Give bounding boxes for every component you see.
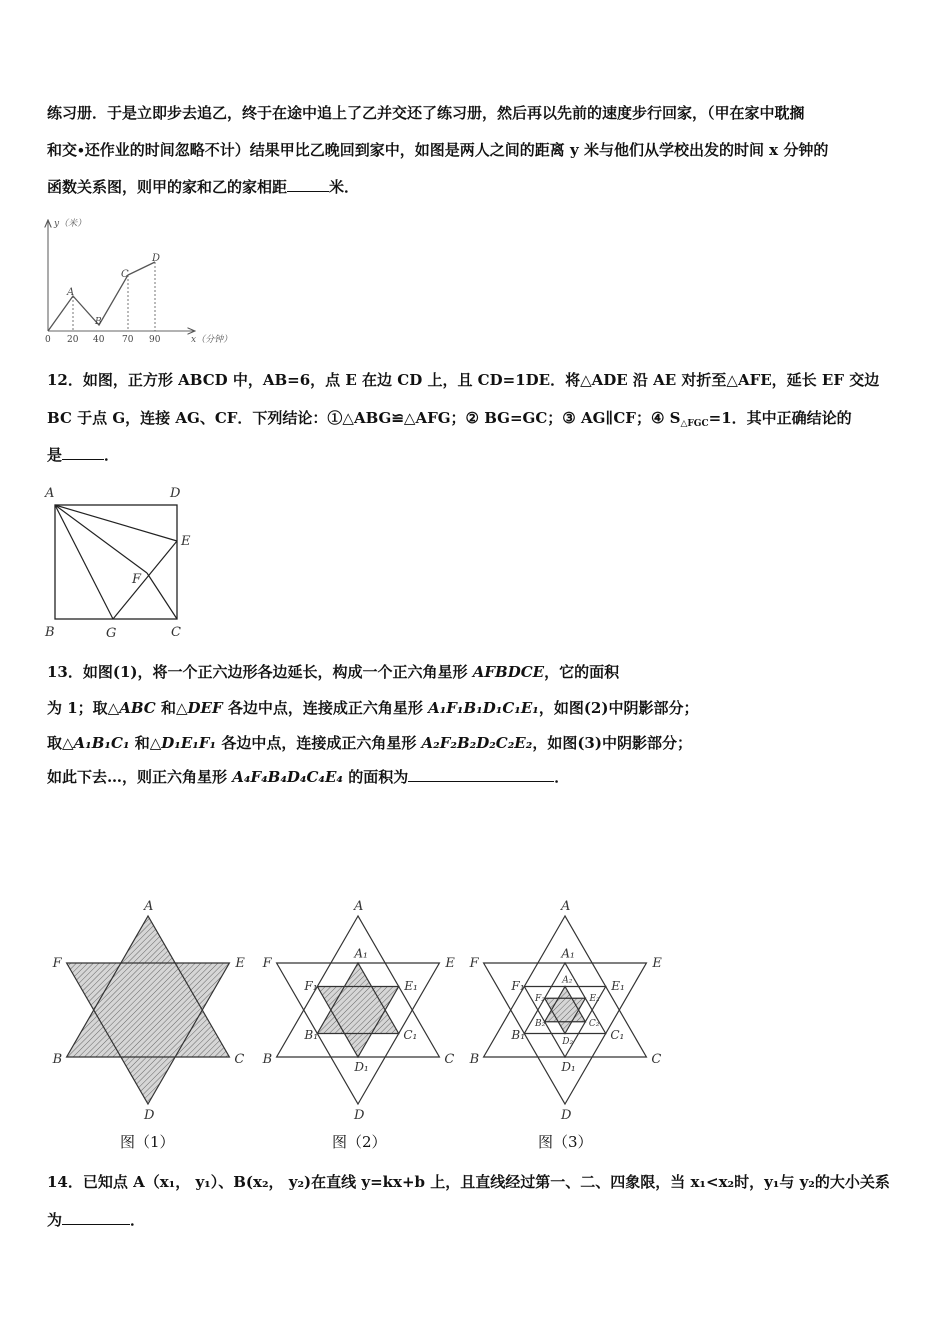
q13-line-2-c: 和△ <box>155 699 188 717</box>
fig1-label-c: C <box>234 1052 245 1067</box>
fig3-outer-label-f: F <box>469 956 479 971</box>
q11-x-tick-90: 90 <box>149 335 161 345</box>
q13-line-3-a: 取△ <box>47 734 74 752</box>
q12-label-d: D <box>170 486 181 501</box>
q13-star-2: A₂F₂B₂D₂C₂E₂ <box>421 734 533 752</box>
fig2-inner-label-f: F₁ <box>304 979 318 994</box>
q12-square <box>55 505 177 619</box>
q11-point-a: A <box>67 287 75 298</box>
q12-line-2-end: =1．其中正确结论的 <box>708 409 852 427</box>
q13-line-1-end: ，它的面积 <box>544 663 620 681</box>
q13-star-1: A₁F₁B₁D₁C₁E₁ <box>428 699 539 717</box>
q13-star-name: AFBDCE <box>472 663 545 681</box>
fig3-mid-label-b: B₁ <box>511 1028 526 1043</box>
fig2-outer-label-a: A <box>354 899 364 914</box>
q13-caption-1: 图（1） <box>120 1133 175 1151</box>
q13-line-1 <box>47 662 619 682</box>
fig1-label-a: A <box>144 899 154 914</box>
q12-line-1: 12．如图，正方形 ABCD 中，AB=6，点 E 在边 CD 上，且 CD=1DE．将△ADE 沿 AE 对折至△AFE，延长 EF 交边 <box>47 371 880 389</box>
q11-line-3 <box>47 177 359 197</box>
q13-star-figure-2 <box>258 899 458 1123</box>
q11-point-c: C <box>121 269 129 280</box>
q11-x-tick-20: 20 <box>67 335 79 345</box>
q12-line-3-text: 是 <box>47 446 63 464</box>
fig2-inner-label-a: A₁ <box>354 946 368 961</box>
q12-line-3 <box>47 445 119 465</box>
q11-line-1: 练习册．于是立即步去追乙，终于在途中追上了乙并交还了练习册，然后再以先前的速度步行回家，（甲在家中耽搁 <box>47 104 805 122</box>
q11-point-d: D <box>152 253 161 264</box>
fig2-outer-label-b: B <box>262 1052 273 1067</box>
q12-line-2 <box>47 408 852 434</box>
q12-label-f: F <box>132 572 142 587</box>
q13-line-2-f: ，如图(2)中阴影部分； <box>538 699 699 717</box>
q12-label-a: A <box>45 486 55 501</box>
q12-line-3-end: ． <box>104 446 120 464</box>
q12-label-e: E <box>181 534 191 549</box>
q13-line-4-a: 如此下去…，则正六角星形 <box>47 768 233 786</box>
fig3-outer-label-b: B <box>469 1052 480 1067</box>
q13-line-4-b: 的面积为 <box>343 768 409 786</box>
fig3-mid-label-d: D₁ <box>561 1059 576 1074</box>
fig2-outer-label-d: D <box>354 1108 365 1123</box>
q13-line-3-c: 各边中点，连接成正六角星形 <box>216 734 422 752</box>
q11-x-axis-label: x（分钟） <box>191 335 233 345</box>
q11-line-3-end: 米． <box>329 178 360 196</box>
q13-line-2-e: 各边中点，连接成正六角星形 <box>222 699 429 717</box>
fig1-label-d: D <box>144 1108 155 1123</box>
fig2-inner-label-e: E₁ <box>404 979 418 994</box>
q13-tri-abc: ABC <box>119 699 156 717</box>
q13-line-4 <box>47 767 569 787</box>
q12-line-2-text: BC 于点 G，连接 AG、CF．下列结论：①△ABG≌△AFG；② BG=GC；③ AG∥CF；④ S <box>47 409 681 427</box>
q11-line-2: 和交∙还作业的时间忽略不计）结果甲比乙晚回到家中，如图是两人之间的距离 y 米与他们从学校出发的时间 x 分钟的 <box>47 141 829 159</box>
q12-seg-eg <box>113 541 177 619</box>
fig1-shaded-star <box>67 916 230 1104</box>
fig3-outer-label-a: A <box>561 899 571 914</box>
q11-point-b: B <box>95 317 102 327</box>
q12-seg-ae <box>55 505 177 541</box>
q11-x-tick-40: 40 <box>93 335 105 345</box>
q13-caption-3: 图（3） <box>538 1133 593 1151</box>
q13-caption-2: 图（2） <box>332 1133 387 1151</box>
q13-answer-blank[interactable] <box>408 767 554 782</box>
q13-tri-def: DEF <box>187 699 223 717</box>
q14-line-2 <box>47 1210 145 1230</box>
fig3-mid-label-a: A₁ <box>561 946 575 961</box>
fig3-mid-label-c: C₁ <box>610 1028 625 1043</box>
q13-line-3-b: 和△ <box>129 734 162 752</box>
q13-star-figure-3 <box>465 899 665 1123</box>
fig1-label-e: E <box>235 956 245 971</box>
fig3-inner-label-f: F₂ <box>534 994 545 1005</box>
fig2-inner-label-b: B₁ <box>304 1028 319 1043</box>
q13-line-2-a: 为 1；取△ <box>47 699 120 717</box>
q13-line-4-c: ． <box>554 768 570 786</box>
fig3-mid-label-e: E₁ <box>611 979 625 994</box>
fig3-inner-label-c: C₂ <box>588 1018 600 1029</box>
fig2-outer-label-f: F <box>262 956 272 971</box>
q11-y-axis-label: y（米） <box>54 219 87 229</box>
fig3-outer-label-c: C <box>651 1052 662 1067</box>
q13-line-2 <box>47 698 698 718</box>
q11-origin-label: 0 <box>45 335 51 345</box>
q13-star-4: A₄F₄B₄D₄C₄E₄ <box>232 768 343 786</box>
q14-line-1: 14．已知点 A（x₁， y₁）、B(x₂， y₂)在直线 y=kx+b 上，且直线经过第一、二、四象限，当 x₁<x₂时，y₁与 y₂的大小关系 <box>47 1173 890 1191</box>
q14-line-2-text: 为 <box>47 1211 63 1229</box>
q12-square-figure <box>40 482 200 642</box>
q13-line-3-d: ，如图(3)中阴影部分； <box>532 734 692 752</box>
fig3-inner-label-b: B₂ <box>534 1018 546 1029</box>
q14-answer-blank[interactable] <box>62 1210 130 1225</box>
fig2-outer-label-e: E <box>445 956 455 971</box>
q13-star-figure-1 <box>48 899 248 1123</box>
q12-label-g: G <box>106 626 117 641</box>
q11-x-tick-70: 70 <box>122 335 134 345</box>
fig1-label-f: F <box>52 956 62 971</box>
q12-area-subscript: △FGC <box>680 419 709 429</box>
q12-seg-ag <box>55 505 113 619</box>
fig2-shaded-star <box>317 963 398 1057</box>
fig2-outer-label-c: C <box>444 1052 455 1067</box>
q12-label-c: C <box>171 625 181 640</box>
fig3-inner-label-e: E₂ <box>589 994 600 1005</box>
q13-tri-d1e1f1: D₁E₁F₁ <box>161 734 217 752</box>
fig3-inner-label-d: D₂ <box>562 1036 574 1047</box>
q13-line-1-text: 13．如图(1)，将一个正六边形各边延长，构成一个正六角星形 <box>47 663 473 681</box>
fig3-outer-label-d: D <box>561 1108 572 1123</box>
fig1-label-b: B <box>52 1052 63 1067</box>
q12-seg-af <box>55 505 147 573</box>
fig3-inner-label-a: A₂ <box>562 975 573 986</box>
q11-distance-graph <box>35 215 255 350</box>
q11-line-3-text: 函数关系图，则甲的家和乙的家相距 <box>47 178 288 196</box>
q12-answer-blank[interactable] <box>62 445 104 460</box>
fig3-outer-label-e: E <box>652 956 662 971</box>
q14-line-2-end: ． <box>130 1211 146 1229</box>
q12-seg-cf <box>147 573 177 619</box>
fig2-inner-label-c: C₁ <box>403 1028 418 1043</box>
q13-line-3 <box>47 733 692 753</box>
q13-tri-a1b1c1: A₁B₁C₁ <box>73 734 130 752</box>
q11-answer-blank[interactable] <box>287 177 329 192</box>
q12-label-b: B <box>45 625 55 640</box>
fig3-mid-label-f: F₁ <box>511 979 525 994</box>
fig2-inner-label-d: D₁ <box>354 1059 369 1074</box>
